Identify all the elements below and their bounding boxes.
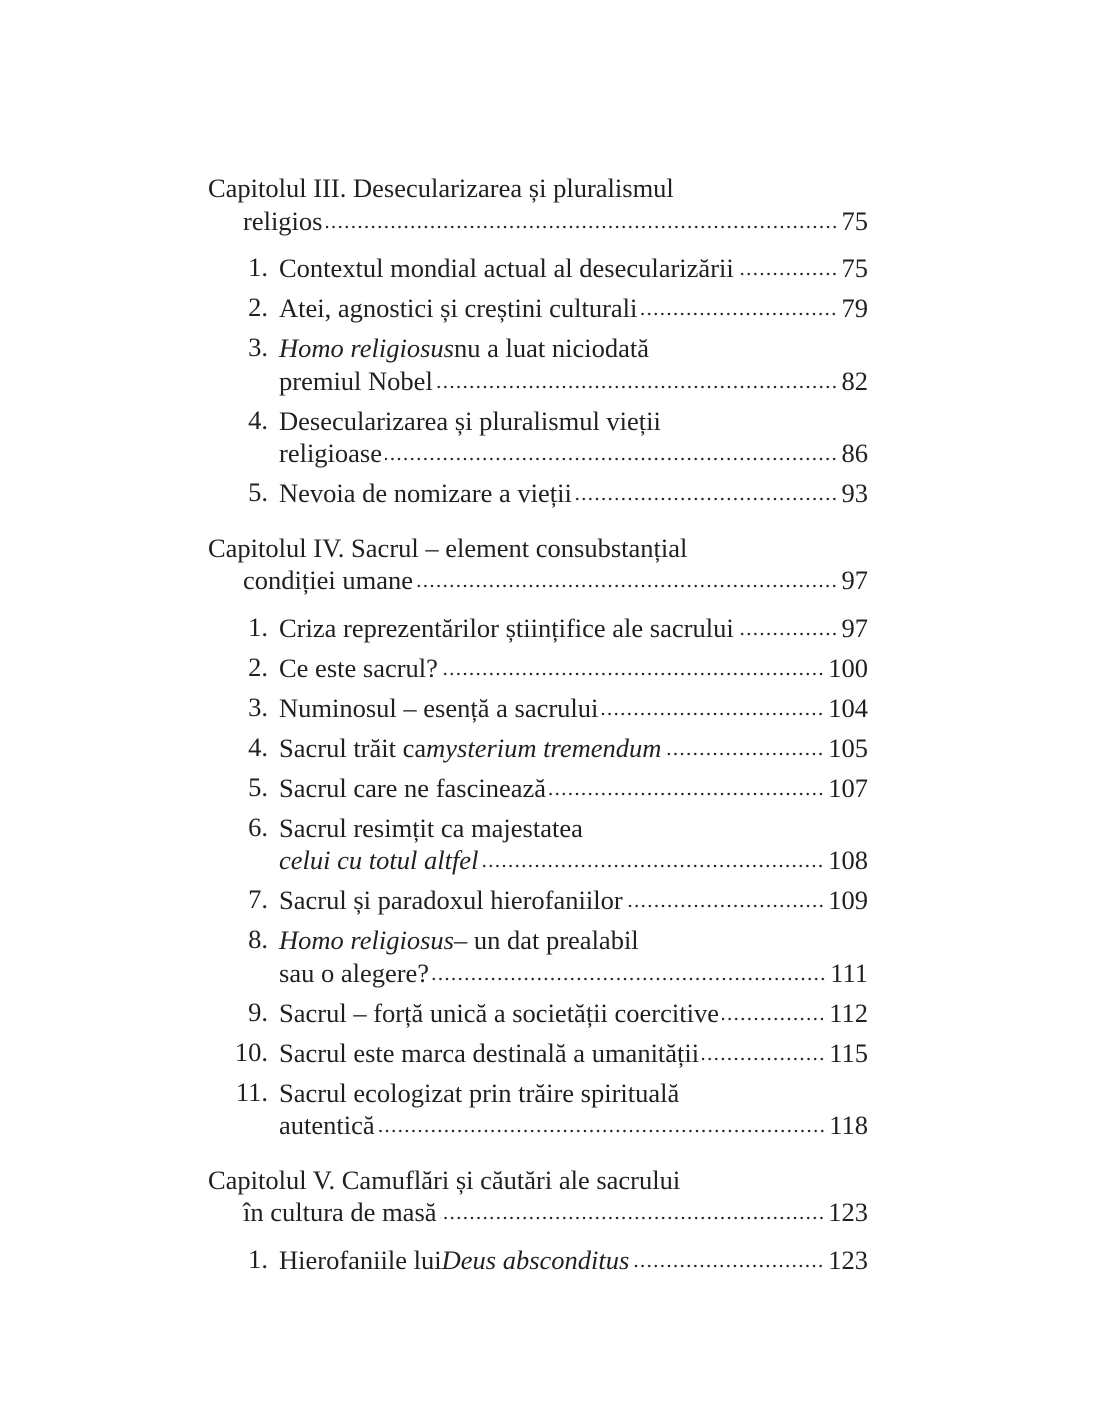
entry-line — [208, 437, 868, 470]
toc-item[interactable] — [208, 332, 868, 397]
entry-line — [208, 1077, 868, 1110]
entry-title-text: sau o alegere? — [279, 957, 430, 988]
item-number: 11. — [235, 1076, 268, 1107]
entry-title-text: autentică — [279, 1110, 375, 1140]
entry-line — [208, 884, 868, 917]
entry-line — [208, 332, 868, 365]
toc-item[interactable] — [208, 405, 868, 470]
entry-line — [208, 997, 868, 1030]
leader-dots — [436, 384, 838, 390]
entry-line — [208, 1037, 868, 1070]
entry-title-text: Sacrul – forță unică a societății coercitive — [279, 997, 719, 1028]
page-number: 112 — [829, 997, 868, 1028]
page-number: 118 — [829, 1110, 868, 1140]
entry-title-text: Sacrul resimțit ca majestatea — [279, 812, 583, 843]
leader-dots — [664, 751, 824, 757]
entry-line — [208, 477, 868, 510]
entry-title-text: Sacrul trăit ca — [279, 732, 427, 763]
page-number: 107 — [828, 772, 868, 803]
entry-line — [208, 957, 868, 990]
entry-title-text: Numinosul – esență a sacrului — [279, 692, 599, 723]
leader-dots — [378, 1128, 826, 1134]
page-number: 111 — [830, 957, 868, 988]
toc-item[interactable] — [208, 812, 868, 877]
entry-line — [208, 365, 868, 398]
entry-title-text: Capitolul III. Desecularizarea și pluralismul — [208, 173, 674, 203]
item-number: 4. — [248, 731, 268, 762]
leader-dots — [440, 1215, 825, 1221]
entry-line — [208, 564, 868, 597]
entry-line — [208, 732, 868, 765]
entry-line — [208, 692, 868, 725]
item-number: 5. — [248, 477, 268, 507]
entry-line — [208, 772, 868, 805]
entry-title-text: Ce este sacrul? — [279, 652, 438, 683]
toc-chapter[interactable] — [208, 532, 868, 597]
toc-item[interactable] — [208, 732, 868, 765]
toc-chapter[interactable] — [208, 172, 868, 237]
page-number: 108 — [828, 845, 868, 875]
page-number: 105 — [828, 732, 868, 763]
toc-chapter[interactable] — [208, 1164, 868, 1229]
entry-title-text: Atei, agnostici și creștini culturali — [279, 293, 638, 323]
toc-item[interactable] — [208, 612, 868, 645]
entry-title-text: – un dat prealabil — [453, 925, 639, 955]
leader-dots — [432, 976, 826, 982]
item-number: 8. — [248, 924, 268, 954]
toc-item[interactable] — [208, 477, 868, 510]
leader-dots — [416, 583, 838, 589]
entry-title-text: Contextul mondial actual al desecularizării — [279, 253, 734, 283]
page-number: 97 — [841, 565, 868, 595]
item-number: 3. — [248, 691, 268, 722]
toc-item[interactable] — [208, 1244, 868, 1277]
page-number: 123 — [828, 1244, 868, 1275]
entry-title-text: Sacrul este marca destinală a umanității — [279, 1037, 700, 1068]
entry-line — [208, 1196, 868, 1229]
entry-line — [208, 172, 868, 205]
item-number: 1. — [248, 252, 268, 282]
leader-dots — [575, 496, 838, 502]
entry-title-text: Sacrul care ne fascinează — [279, 772, 547, 803]
item-number: 2. — [248, 651, 268, 682]
table-of-contents — [208, 172, 868, 1276]
leader-dots — [549, 791, 824, 797]
entry-title-text: nu a luat niciodată — [453, 333, 649, 363]
toc-item[interactable] — [208, 252, 868, 285]
entry-title-text: Sacrul și paradoxul hierofaniilor — [279, 885, 623, 915]
entry-line — [208, 205, 868, 238]
toc-item[interactable] — [208, 1037, 868, 1070]
entry-title-text: în cultura de masă — [243, 1197, 437, 1227]
toc-item[interactable] — [208, 772, 868, 805]
page-number: 79 — [841, 293, 868, 323]
toc-item[interactable] — [208, 924, 868, 989]
page-number: 104 — [828, 692, 868, 723]
item-number: 1. — [248, 1243, 268, 1274]
leader-dots — [441, 671, 824, 677]
page-number: 75 — [841, 205, 868, 236]
leader-dots — [601, 711, 824, 717]
leader-dots — [737, 631, 838, 637]
page-number: 93 — [841, 478, 868, 508]
item-number: 4. — [248, 404, 268, 435]
leader-dots — [640, 311, 837, 317]
entry-title-text: celui cu totul altfel — [279, 845, 479, 875]
entry-line — [208, 812, 868, 845]
entry-line — [208, 844, 868, 877]
entry-line — [208, 405, 868, 438]
item-number: 10. — [234, 1036, 268, 1067]
item-number: 9. — [248, 996, 268, 1027]
entry-title-text: Hierofaniile lui — [279, 1244, 442, 1275]
entry-title-text: Desecularizarea și pluralismul vieții — [279, 405, 661, 436]
entry-title-text: Criza reprezentărilor științifice ale sacrului — [279, 612, 734, 643]
page-number: 115 — [829, 1037, 868, 1068]
entry-title-text: Deus absconditus — [441, 1244, 630, 1275]
page-number: 75 — [841, 253, 868, 283]
toc-item[interactable] — [208, 652, 868, 685]
entry-line — [208, 652, 868, 685]
entry-line — [208, 532, 868, 565]
leader-dots — [632, 1263, 824, 1269]
item-number: 6. — [248, 811, 268, 842]
entry-line — [208, 1244, 868, 1277]
entry-line — [208, 252, 868, 285]
entry-title-text: Capitolul V. Camuflări și căutări ale sacrului — [208, 1164, 681, 1195]
leader-dots — [626, 903, 825, 909]
entry-line — [208, 1109, 868, 1142]
page-number: 86 — [841, 438, 868, 468]
leader-dots — [385, 456, 837, 462]
toc-item[interactable] — [208, 692, 868, 725]
entry-title-text: premiul Nobel — [279, 365, 433, 396]
leader-dots — [722, 1016, 825, 1022]
page-number: 82 — [841, 365, 868, 396]
leader-dots — [737, 271, 838, 277]
item-number: 3. — [248, 332, 268, 362]
leader-dots — [326, 224, 838, 230]
toc-item[interactable] — [208, 884, 868, 917]
entry-title-text: Homo religiosus — [279, 333, 454, 363]
entry-title-text: Capitolul IV. Sacrul – element consubstanțial — [208, 532, 688, 563]
entry-title-text: Homo religiosus — [279, 925, 454, 955]
entry-title-text: condiției umane — [243, 565, 413, 595]
entry-line — [208, 612, 868, 645]
item-number: 1. — [248, 611, 268, 642]
item-number: 5. — [248, 771, 268, 802]
entry-title-text: mysterium tremendum — [426, 732, 662, 763]
entry-title-text: Sacrul ecologizat prin trăire spirituală — [279, 1077, 680, 1108]
item-number: 7. — [248, 884, 268, 914]
page-number: 97 — [841, 612, 868, 643]
leader-dots — [481, 863, 824, 869]
entry-title-text: religioase — [279, 438, 383, 468]
page-number: 109 — [828, 885, 868, 915]
entry-title-text: Nevoia de nomizare a vieții — [279, 478, 572, 508]
entry-line — [208, 924, 868, 957]
toc-item[interactable] — [208, 997, 868, 1030]
entry-title-text: religios — [243, 205, 323, 236]
leader-dots — [702, 1056, 825, 1062]
item-number: 2. — [248, 292, 268, 322]
page-number: 123 — [828, 1197, 868, 1227]
toc-item[interactable] — [208, 292, 868, 325]
entry-line — [208, 292, 868, 325]
page-number: 100 — [828, 652, 868, 683]
entry-line — [208, 1164, 868, 1197]
toc-item[interactable] — [208, 1077, 868, 1142]
